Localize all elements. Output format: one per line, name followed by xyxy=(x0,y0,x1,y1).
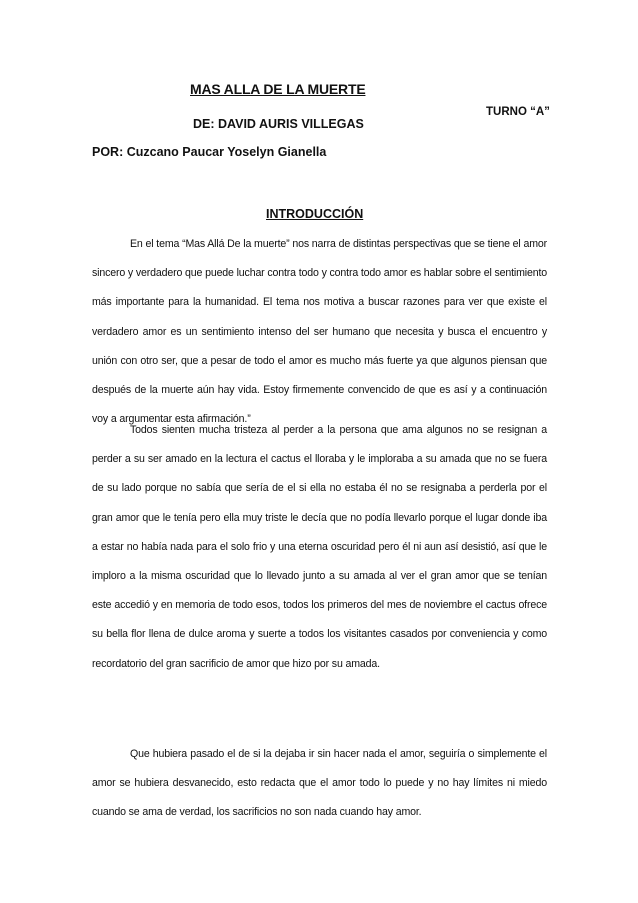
document-title: MAS ALLA DE LA MUERTE xyxy=(190,81,366,97)
paragraph-1 xyxy=(92,230,547,434)
turno-label: TURNO “A” xyxy=(486,106,550,118)
student-name-line: POR: Cuzcano Paucar Yoselyn Gianella xyxy=(92,145,327,159)
author-line: DE: DAVID AURIS VILLEGAS xyxy=(193,117,364,131)
paragraph-3-text: Que hubiera pasado el de si la dejaba ir sin hacer nada el amor, seguiría o simplemente el amor se hubiera desvanecido, esto redacta que el amor todo lo puede y no hay límites ni miedo cuando se ama de verdad, los sacrificios no son nada cuando hay amor. xyxy=(92,748,547,819)
section-heading: INTRODUCCIÓN xyxy=(266,207,364,221)
paragraph-3 xyxy=(92,740,547,828)
paragraph-1-text: En el tema “Mas Allá De la muerte” nos narra de distintas perspectivas que se tiene el amor sincero y verdadero que puede luchar contra todo y contra todo amor es hablar sobre el sentimiento más importante para la humanidad. El tema nos motiva a buscar razones para ver que existe el verdadero amor es un sentimiento intenso del ser humano que necesita y busca el encuentro y unión con otro ser, que a pesar de todo el amor es mucho más fuerte ya que algunos piensan que después de la muerte aún hay vida. Estoy firmemente convencido de que es así y a continuación voy a argumentar esta afirmación.” xyxy=(92,238,547,426)
paragraph-2 xyxy=(92,416,547,679)
paragraph-2-text: Todos sienten mucha tristeza al perder a la persona que ama algunos no se resignan a perder a su ser amado en la lectura el cactus el lloraba y le imploraba a su amada que no se fuera de su lado porque no sabía que sería de el si ella no estaba él no se resignaba a perderla por el gran amor que le tenía pero ella muy triste le decía que no podía llevarlo porque el lugar donde iba a estar no había nada para el solo frio y una eterna oscuridad pero él ni aun así desistió, así que le imploro a la misma oscuridad que lo llevado junto a su amada al ver el gran amor que se tenían este accedió y en memoria de todo esos, todos los primeros del mes de noviembre el cactus ofrece su bella flor llena de dulce aroma y suerte a todos los visitantes casados por conveniencia y como recordatorio del gran sacrificio de amor que hizo por su amada. xyxy=(92,424,547,670)
